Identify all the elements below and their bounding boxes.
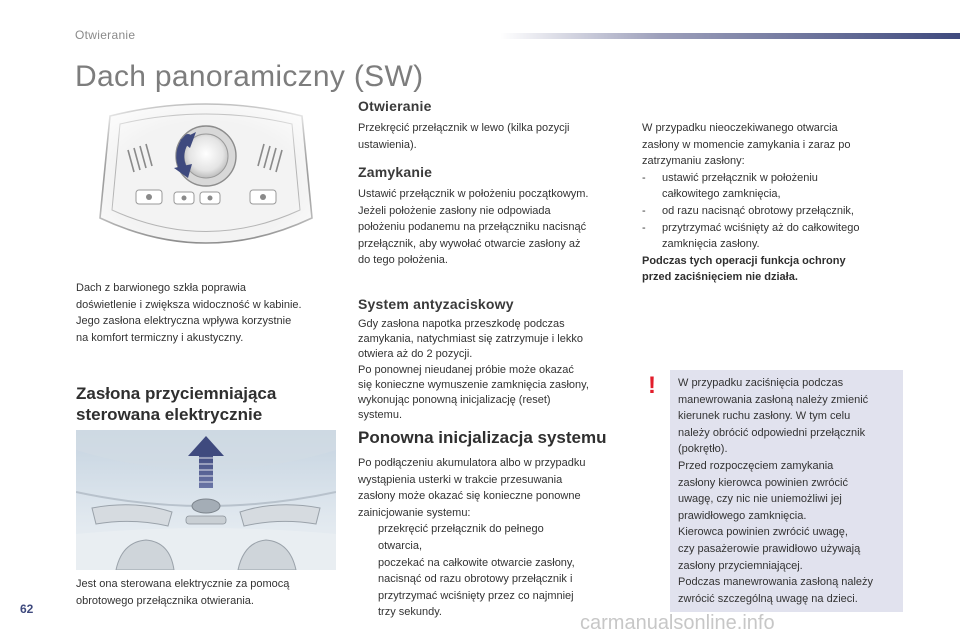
text-line: od razu nacisnąć obrotowy przełącznik, — [662, 204, 854, 217]
text-line: przed zaciśnięciem nie działa. — [642, 271, 798, 284]
warning-icon: ! — [648, 372, 656, 399]
text-line: czy pasażerowie prawidłowo używają — [678, 542, 861, 555]
roof-control-panel-figure — [76, 98, 336, 268]
intro-line: Jego zasłona elektryczna wpływa korzystnie — [76, 315, 292, 328]
text-line: Ustawić przełącznik w położeniu początkowym. — [358, 188, 589, 200]
list-item — [642, 203, 912, 220]
figure-caption — [76, 576, 346, 609]
intro-line: Dach z barwionego szkła poprawia — [76, 282, 246, 294]
page-number: 62 — [20, 602, 34, 616]
text-line: (pokrętło). — [678, 443, 728, 456]
bold-note — [642, 253, 912, 286]
text-line: zatrzymaniu zasłony: — [642, 155, 745, 168]
text-line: wykonując ponowną inicjalizację (reset) — [358, 394, 551, 407]
reinit-heading: Ponowna inicjalizacja systemu — [358, 428, 607, 447]
text-line: Po ponownej nieudanej próbie może okazać — [358, 363, 574, 376]
text-line: przekręcić przełącznik do pełnego — [378, 523, 544, 536]
text-line: Przekręcić przełącznik w lewo (kilka pozycji — [358, 122, 570, 134]
text-line: położeniu podanemu na przełączniku nacisnąć — [358, 221, 587, 234]
text-line: W przypadku nieoczekiwanego otwarcia — [642, 122, 838, 134]
section-label: Otwieranie — [75, 28, 136, 42]
intro-paragraph — [76, 280, 346, 346]
reinit-text — [358, 455, 633, 621]
text-line: przytrzymać wciśnięty przez co najmniej — [378, 589, 574, 602]
otwieranie-text — [358, 120, 628, 153]
text-line: zamknięcia zasłony. — [662, 238, 760, 251]
antyzaciskowy-heading: System antyzaciskowy — [358, 296, 514, 312]
page-title: Dach panoramiczny (SW) — [75, 60, 424, 93]
text-line: zamykania, natychmiast się zatrzymuje i lekko — [358, 333, 583, 346]
dash-marker: - — [642, 221, 646, 234]
text-line: Podczas tych operacji funkcja ochrony — [642, 254, 846, 267]
unexpected-open-text — [642, 120, 912, 286]
text-line: zasłony przyciemniającej. — [678, 559, 803, 572]
blind-heading-line: sterowana elektrycznie — [76, 405, 263, 424]
text-line: Podczas manewrowania zasłoną należy — [678, 576, 874, 589]
caption-line: obrotowego przełącznika otwierania. — [76, 594, 254, 607]
text-line: W przypadku zaciśnięcia podczas — [678, 377, 844, 389]
zamykanie-text — [358, 186, 633, 269]
text-line: się konieczne wymuszenie zamknięcia zasłony, — [358, 378, 589, 391]
warning-text — [678, 375, 903, 607]
text-line: zwrócić szczególną uwagę na dzieci. — [678, 592, 858, 605]
text-line: zasłony w momencie zamykania i zaraz po — [642, 138, 851, 151]
text-line: wystąpienia usterki w trakcie przesuwania — [358, 473, 563, 486]
text-line: trzy sekundy. — [378, 606, 442, 619]
text-line: Przed rozpoczęciem zamykania — [678, 459, 834, 472]
list-item — [358, 521, 633, 554]
text-line: prawidłowego zamknięcia. — [678, 509, 807, 522]
caption-line: Jest ona sterowana elektrycznie za pomocą — [76, 578, 290, 590]
text-line: zasłony kierowca powinien zwrócić — [678, 476, 848, 489]
list-item — [358, 555, 633, 572]
text-line: otwiera aż do 2 pozycji. — [358, 348, 473, 361]
intro-line: na komfort termiczny i akustyczny. — [76, 331, 244, 344]
text-line: do tego położenia. — [358, 254, 448, 267]
text-line: nacisnąć od razu obrotowy przełącznik i — [378, 573, 573, 586]
text-line: kierunek ruchu zasłony. W tym celu — [678, 410, 851, 423]
text-line: Po podłączeniu akumulatora albo w przypadku — [358, 457, 586, 469]
blind-heading — [76, 383, 276, 425]
text-line: Kierowca powinien zwrócić uwagę, — [678, 526, 848, 539]
text-line: przełącznik, aby wywołać otwarcie zasłony aż — [358, 237, 581, 250]
text-line: manewrowania zasłoną należy zmienić — [678, 393, 869, 406]
text-line: Jeżeli położenie zasłony nie odpowiada — [358, 204, 551, 217]
blind-heading-line: Zasłona przyciemniająca — [76, 384, 277, 403]
list-item — [642, 220, 912, 253]
text-line: ustawić przełącznik w położeniu — [662, 171, 818, 184]
zamykanie-heading: Zamykanie — [358, 164, 433, 180]
otwieranie-heading: Otwieranie — [358, 98, 432, 114]
unexpected-open-steps — [642, 170, 912, 253]
text-line: zainicjowanie systemu: — [358, 506, 471, 519]
text-line: poczekać na całkowite otwarcie zasłony, — [378, 556, 575, 569]
text-line: otwarcia, — [378, 539, 423, 552]
text-line: Gdy zasłona napotka przeszkodę podczas — [358, 318, 565, 330]
car-roof-interior-figure — [76, 430, 336, 570]
antyzaciskowy-text — [358, 317, 633, 423]
text-line: należy obrócić odpowiedni przełącznik — [678, 426, 866, 439]
text-line: ustawienia). — [358, 138, 417, 151]
text-line: systemu. — [358, 409, 403, 422]
intro-line: doświetlenie i zwiększa widoczność w kabinie. — [76, 298, 302, 311]
watermark: carmanualsonline.info — [580, 612, 775, 634]
list-item — [642, 170, 912, 203]
header-bar — [500, 33, 960, 39]
text-line: przytrzymać wciśnięty aż do całkowitego — [662, 221, 860, 234]
dash-marker: - — [642, 171, 646, 184]
text-line: zasłony może okazać się konieczne ponowne — [358, 490, 581, 503]
text-line: uwagę, czy nic nie uniemożliwi jej — [678, 493, 842, 506]
reinit-bullet-list — [358, 521, 633, 621]
text-line: całkowitego zamknięcia, — [662, 188, 781, 201]
dash-marker: - — [642, 204, 646, 217]
